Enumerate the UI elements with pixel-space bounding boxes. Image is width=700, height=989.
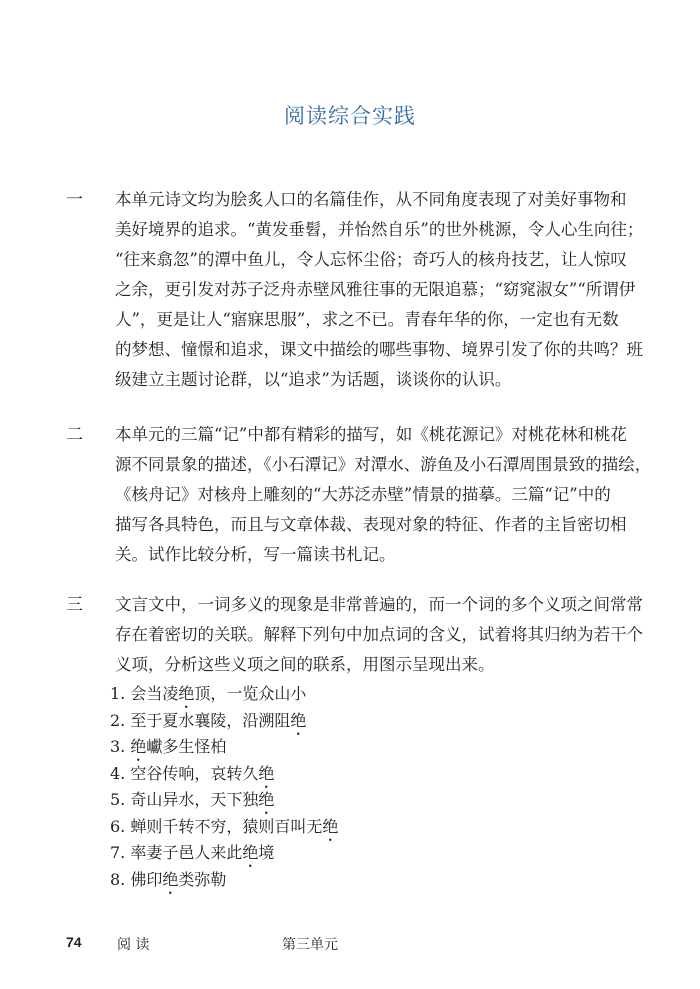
paragraph-line: 美好境界的追求。“黄发垂髫，并怡然自乐”的世外桃源，令人心生向往； bbox=[115, 220, 644, 239]
item-text: 7. 率妻子邑人来此 bbox=[110, 843, 243, 862]
item-text: 8. 佛印 bbox=[110, 869, 163, 889]
dotted-word: 绝 bbox=[258, 790, 275, 809]
footer-unit: 第三单元 bbox=[282, 937, 338, 953]
paragraph-line: 存在着密切的关联。解释下列句中加点词的含义，试着将其归纳为若干个 bbox=[115, 625, 643, 644]
example-item bbox=[110, 867, 226, 898]
section-number: 三 bbox=[66, 595, 83, 615]
paragraph-line: 文言文中，一词多义的现象是非常普遍的，而一个词的多个义项之间常常 bbox=[115, 595, 643, 614]
dotted-word: 绝 bbox=[242, 843, 259, 862]
footer-section: 阅 读 bbox=[117, 937, 150, 953]
dotted-word: 绝 bbox=[258, 763, 275, 783]
paragraph-line: 人”，更是让人“寤寐思服”，求之不已。青春年华的你，一定也有无数 bbox=[115, 310, 619, 329]
paragraph-line: 源不同景象的描述，《小石潭记》对潭水、游鱼及小石潭周围景致的描绘， bbox=[115, 455, 652, 474]
item-text: 1. 会当凌 bbox=[110, 684, 179, 703]
item-text: 4. 空谷传响，哀转久 bbox=[110, 763, 259, 783]
page-number: 74 bbox=[66, 934, 82, 950]
paragraph-line: 级建立主题讨论群，以“追求”为话题，谈谈你的认识。 bbox=[115, 370, 512, 389]
item-text: 6. 蝉则千转不穷，猿则百叫无 bbox=[110, 816, 323, 836]
paragraph-line: 描写各具特色，而且与文章体裁、表现对象的特征、作者的主旨密切相 bbox=[115, 515, 627, 534]
dotted-word: 绝 bbox=[162, 869, 179, 889]
paragraph-line: “往来翕忽”的潭中鱼儿，令人忘怀尘俗；奇巧人的核舟技艺，让人惊叹 bbox=[115, 250, 627, 269]
item-text: 3. bbox=[110, 737, 131, 756]
item-text: 类弥勒 bbox=[178, 869, 227, 889]
dotted-word: 绝 bbox=[322, 816, 339, 836]
paragraph-line: 本单元的三篇“记”中都有精彩的描写，如《桃花源记》对桃花林和桃花 bbox=[115, 425, 627, 444]
page-title: 阅读综合实践 bbox=[284, 104, 416, 128]
item-text: 5. 奇山异水，天下独 bbox=[110, 790, 259, 809]
item-text: 境 bbox=[258, 843, 275, 862]
paragraph-line: 的梦想、憧憬和追求，课文中描绘的哪些事物、境界引发了你的共鸣？班 bbox=[115, 340, 643, 359]
section-number: 一 bbox=[66, 190, 83, 210]
dotted-word: 绝 bbox=[290, 710, 307, 730]
paragraph-line: 《核舟记》对核舟上雕刻的“大苏泛赤壁”情景的描摹。三篇“记”中的 bbox=[115, 485, 611, 504]
item-text: 巘多生怪柏 bbox=[146, 737, 227, 756]
paragraph-line: 义项，分析这些义项之间的联系，用图示呈现出来。 bbox=[115, 655, 495, 674]
dotted-word: 绝 bbox=[178, 684, 195, 703]
section-number: 二 bbox=[66, 425, 83, 445]
dotted-word: 绝 bbox=[130, 737, 147, 756]
paragraph-line: 本单元诗文均为脍炙人口的名篇佳作，从不同角度表现了对美好事物和 bbox=[115, 190, 627, 209]
item-text: 2. 至于夏水襄陵，沿溯阻 bbox=[110, 710, 291, 730]
paragraph-line: 关。试作比较分析，写一篇读书札记。 bbox=[115, 545, 396, 564]
item-text: 顶，一览众山小 bbox=[194, 684, 307, 703]
paragraph-line: 之余，更引发对苏子泛舟赤壁风雅往事的无限追慕；“窈窕淑女”“所谓伊 bbox=[115, 280, 636, 299]
